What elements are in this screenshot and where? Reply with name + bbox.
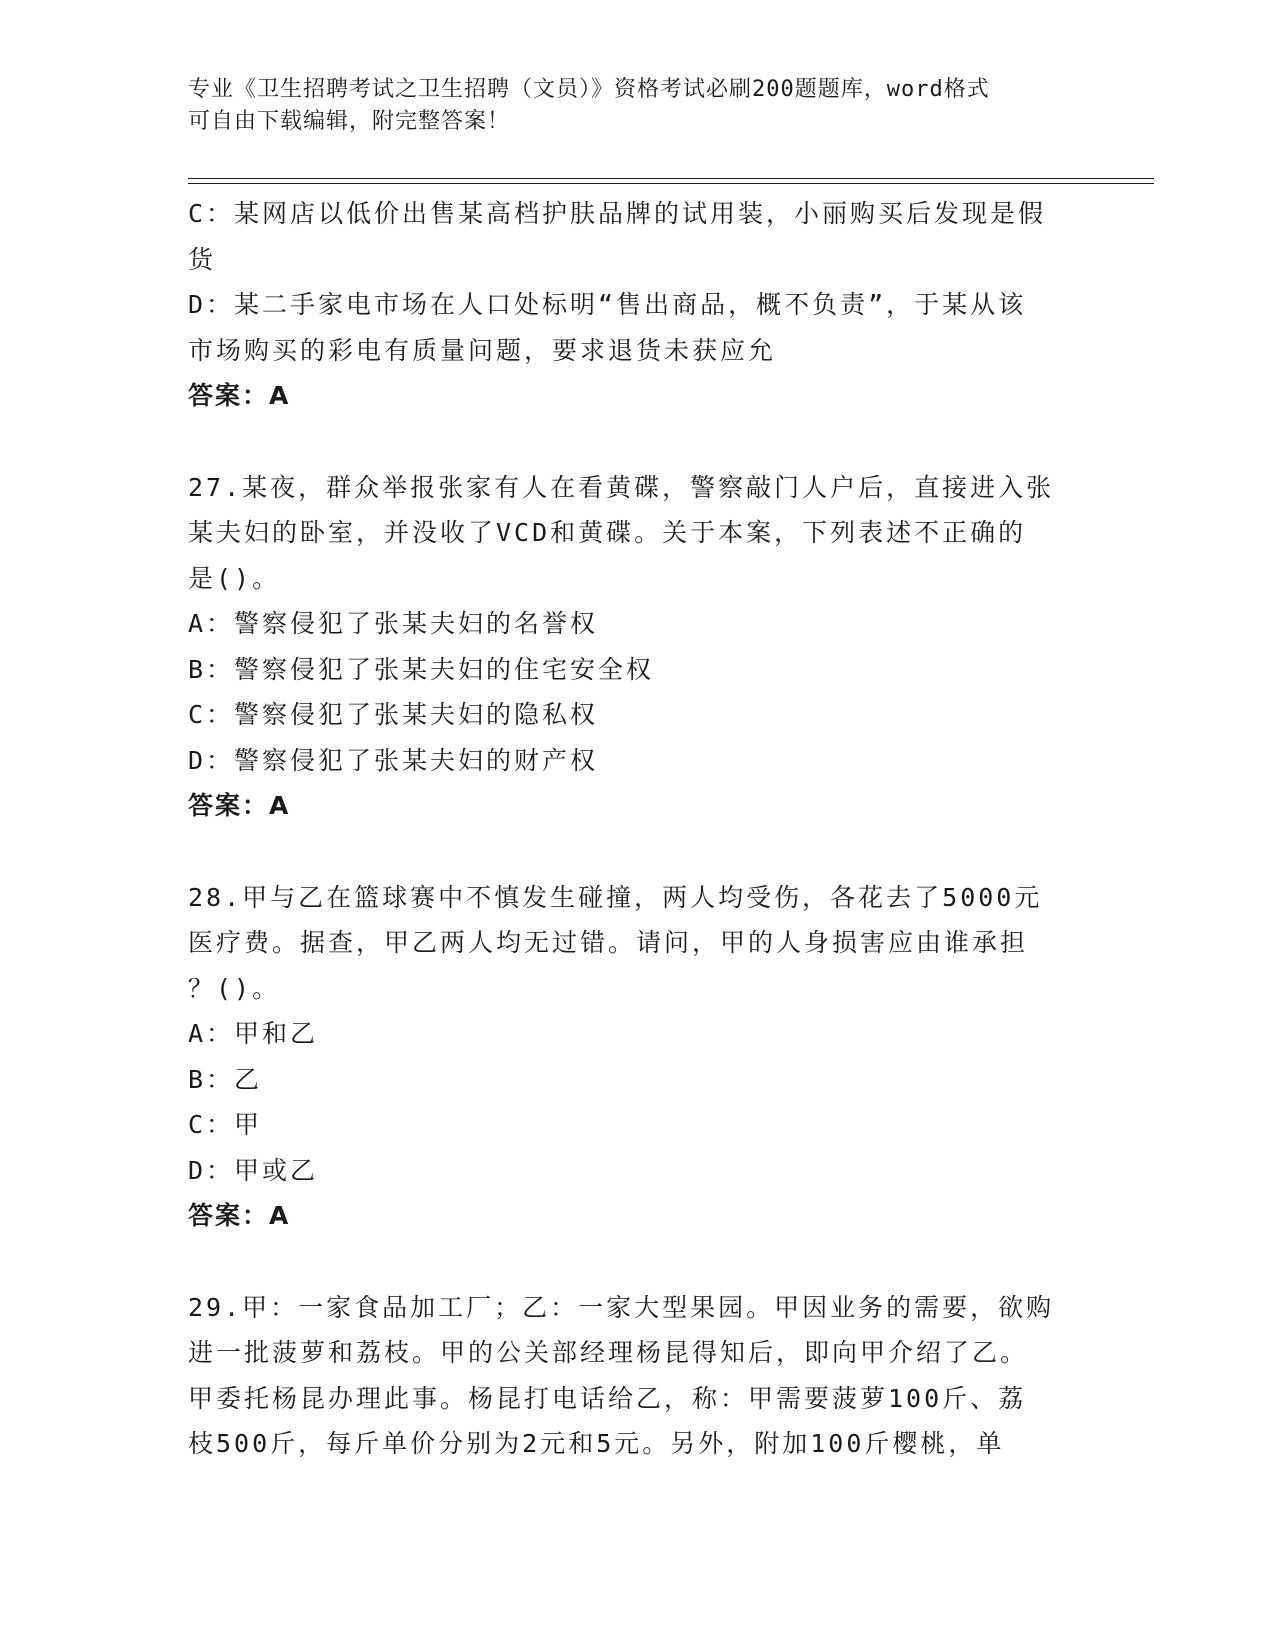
answer-27: 答案：A xyxy=(188,791,291,820)
header-title-line-2: 可自由下载编辑，附完整答案！ xyxy=(188,109,511,134)
question-28-option-d: D：甲或乙 xyxy=(188,1155,319,1185)
question-29-stem-line-1: 29.甲：一家食品加工厂；乙：一家大型果园。甲因业务的需要，欲购 xyxy=(188,1292,1055,1322)
document-header xyxy=(188,74,1088,138)
question-27-stem-line-3: 是()。 xyxy=(188,563,281,593)
spacer xyxy=(188,829,1088,875)
question-27-stem-line-1: 27.某夜，群众举报张家有人在看黄碟，警察敲门人户后，直接进入张 xyxy=(188,472,1055,502)
question-28-stem-line-3: ？()。 xyxy=(188,973,281,1003)
question-28-stem-line-2: 医疗费。据查，甲乙两人均无过错。请问，甲的人身损害应由谁承担 xyxy=(188,928,1029,957)
question-27-stem-line-2: 某夫妇的卧室，并没收了VCD和黄碟。关于本案，下列表述不正确的 xyxy=(188,518,1027,547)
question-29-stem-line-2: 进一批菠萝和荔枝。甲的公关部经理杨昆得知后，即向甲介绍了乙。 xyxy=(188,1338,1029,1367)
question-27-option-c: C：警察侵犯了张某夫妇的隐私权 xyxy=(188,700,599,729)
document-body xyxy=(188,191,1088,1467)
question-29-stem-line-3: 甲委托杨昆办理此事。杨昆打电话给乙，称：甲需要菠萝100斤、荔 xyxy=(188,1383,1027,1413)
question-27-option-d: D：警察侵犯了张某夫妇的财产权 xyxy=(188,745,599,775)
answer-26: 答案：A xyxy=(188,381,291,410)
question-29-stem-line-4: 枝500斤，每斤单价分别为2元和5元。另外，附加100斤樱桃，单 xyxy=(188,1429,1005,1458)
question-28-option-c: C：甲 xyxy=(188,1110,263,1139)
header-title-line-1: 专业《卫生招聘考试之卫生招聘（文员）》资格考试必刷200题题库，word格式 xyxy=(188,77,990,102)
question-28-stem-line-1: 28.甲与乙在篮球赛中不慎发生碰撞，两人均受伤，各花去了5000元 xyxy=(188,882,1043,912)
header-rule-top xyxy=(188,178,1154,179)
question-27-option-a: A：警察侵犯了张某夫妇的名誉权 xyxy=(188,609,599,638)
option-c-line-1: C：某网店以低价出售某高档护肤品牌的试用装，小丽购买后发现是假 xyxy=(188,199,1047,228)
option-d-line-2: 市场购买的彩电有质量问题，要求退货未获应允 xyxy=(188,335,777,365)
question-28 xyxy=(188,875,1088,1239)
spacer xyxy=(188,419,1088,465)
question-29 xyxy=(188,1285,1088,1467)
header-rule-bottom xyxy=(188,183,1154,184)
option-d-line-1: D：某二手家电市场在人口处标明“售出商品，概不负责”，于某从该 xyxy=(188,290,1027,319)
question-27 xyxy=(188,465,1088,829)
answer-28: 答案：A xyxy=(188,1201,291,1230)
question-27-option-b: B：警察侵犯了张某夫妇的住宅安全权 xyxy=(188,654,655,684)
option-c-line-2: 货 xyxy=(188,244,217,274)
question-28-option-a: A：甲和乙 xyxy=(188,1019,319,1048)
question-28-option-b: B：乙 xyxy=(188,1064,263,1094)
spacer xyxy=(188,1239,1088,1285)
question-26-tail xyxy=(188,191,1088,419)
